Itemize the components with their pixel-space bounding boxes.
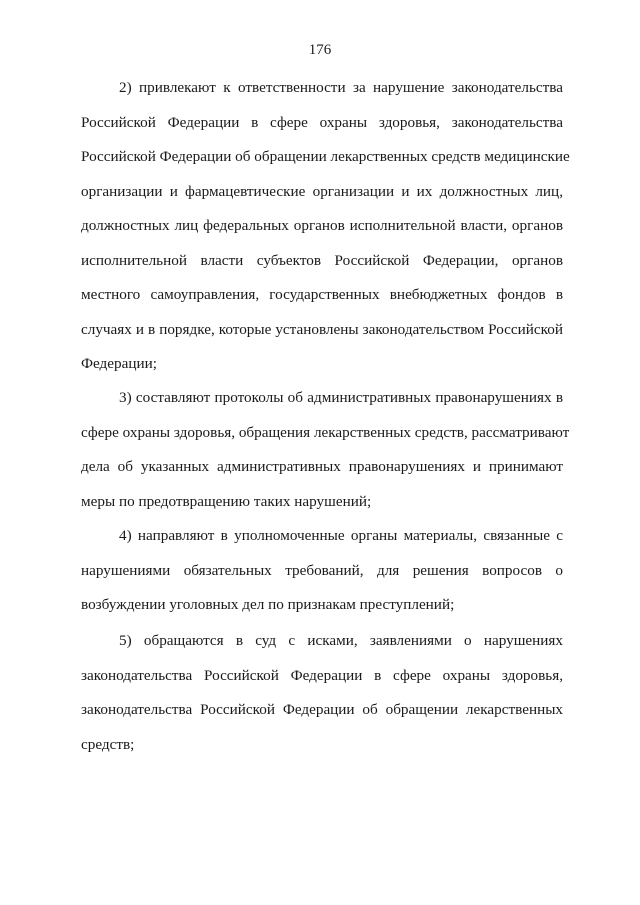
paragraph-line: случаях и в порядке, которые установлены законодательством Российской	[81, 320, 563, 338]
paragraph-line: Российской Федерации в сфере охраны здоровья, законодательства	[81, 113, 563, 131]
paragraph-line: 2) привлекают к ответственности за нарушение законодательства	[119, 79, 563, 96]
paragraph-item-5	[81, 624, 563, 762]
paragraph-line: Российской Федерации об обращении лекарственных средств медицинские	[81, 148, 570, 165]
paragraph-line: дела об указанных административных правонарушениях и принимают	[81, 458, 563, 475]
paragraph-line: 5) обращаются в суд с исками, заявлениями о нарушениях	[119, 632, 563, 649]
paragraph-item-2	[81, 71, 570, 382]
paragraph-line: сфере охраны здоровья, обращения лекарственных средств, рассматривают	[81, 423, 570, 441]
paragraph-line: меры по предотвращению таких нарушений;	[81, 492, 372, 510]
paragraph-line: должностных лиц федеральных органов исполнительной власти, органов	[81, 217, 563, 234]
paragraph-line: 3) составляют протоколы об административных правонарушениях в	[119, 389, 563, 406]
paragraph-line: Федерации;	[81, 355, 157, 372]
paragraph-line: законодательства Российской Федерации в сфере охраны здоровья,	[81, 666, 563, 684]
paragraph-line: нарушениями обязательных требований, для решения вопросов о	[81, 561, 563, 579]
paragraph-line: организации и фармацевтические организации и их должностных лиц,	[81, 182, 563, 200]
paragraph-line: возбуждении уголовных дел по признакам преступлений;	[81, 596, 455, 613]
paragraph-line: законодательства Российской Федерации об обращении лекарственных	[81, 701, 563, 718]
paragraph-line: исполнительной власти субъектов Российской Федерации, органов	[81, 251, 563, 269]
page-number: 176	[308, 42, 332, 58]
paragraph-item-4	[81, 519, 563, 623]
paragraph-line: местного самоуправления, государственных внебюджетных фондов в	[81, 286, 563, 303]
paragraph-line: средств;	[81, 735, 135, 753]
paragraph-line: 4) направляют в уполномоченные органы материалы, связанные с	[119, 527, 563, 544]
paragraph-item-3	[81, 381, 570, 519]
